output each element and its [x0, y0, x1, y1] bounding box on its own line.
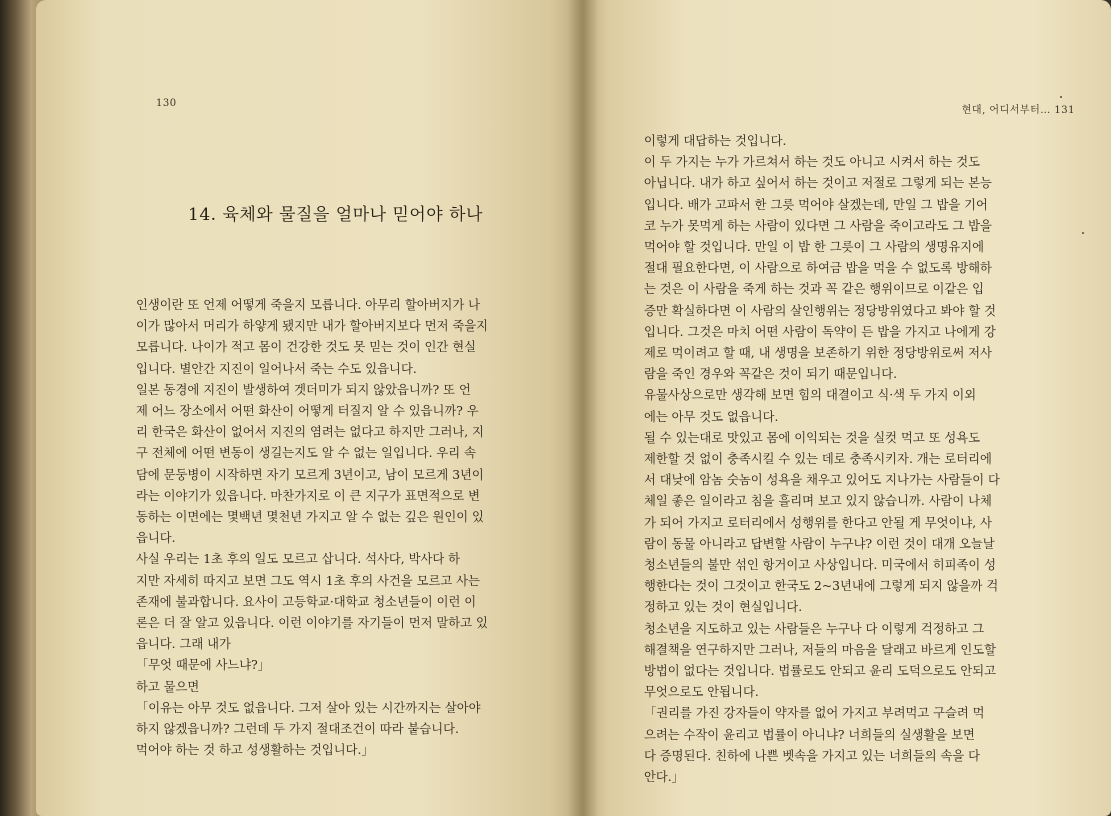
text-line: 가 되어 가지고 로터리에서 성행위를 한다고 안될 게 무엇이냐, 사 [644, 515, 992, 530]
text-line: 동하는 이면에는 몇백년 몇천년 가지고 알 수 없는 깊은 원인이 있 [136, 510, 484, 525]
text-line: 안다.」 [644, 770, 684, 785]
text-line: 방법이 없다는 것입니다. 법률로도 안되고 윤리 도덕으로도 안되고 [644, 664, 996, 679]
chapter-title: 14. 육체와 물질을 얼마나 믿어야 하나 [188, 205, 483, 225]
text-line: 될 수 있는대로 맛있고 몸에 이익되는 것을 실컷 먹고 또 성욕도 [644, 430, 981, 445]
text-line: 체일 좋은 일이라고 침을 흘리며 보고 있지 않습니까. 사람이 나체 [644, 494, 992, 509]
text-line: 읍니다. [136, 531, 176, 546]
text-line: 람을 죽인 경우와 꼭같은 것이 되기 때문입니다. [644, 367, 898, 382]
text-line: 청소년들의 불만 섞인 항거이고 사상입니다. 미국에서 히피족이 성 [644, 558, 996, 573]
text-line: 제한할 것 없이 충족시킬 수 있는 데로 충족시키자. 개는 로터리에 [644, 452, 992, 467]
text-line: 먹어야 하는 것 하고 성생활하는 것입니다.」 [136, 743, 374, 758]
right-body-text [644, 131, 1016, 788]
left-page-number: 130 [156, 98, 177, 109]
text-line: 으려는 수작이 윤리고 법률이 아니냐? 너희들의 실생활을 보면 [644, 727, 975, 742]
text-line: 증만 확실하다면 이 사람의 살인행위는 정당방위였다고 봐야 할 것 [644, 303, 996, 318]
text-line: 입니다. 별안간 지진이 일어나서 죽는 수도 있읍니다. [136, 361, 417, 376]
text-line: 행한다는 것이 그것이고 한국도 2~3년내에 그렇게 되지 않을까 걱 [644, 579, 999, 594]
text-line: 아닙니다. 내가 하고 싶어서 하는 것이고 저절로 그렇게 되는 본능 [644, 176, 992, 191]
text-line: 제로 먹이려고 할 때, 내 생명을 보존하기 위한 정당방위로써 저사 [644, 346, 992, 361]
left-body-text [136, 295, 518, 761]
text-line: 이 두 가지는 누가 가르쳐서 하는 것도 아니고 시켜서 하는 것도 [644, 155, 981, 170]
page-speck [1082, 232, 1084, 234]
text-line: 존재에 불과합니다. 요사이 고등학교·대학교 청소년들이 이런 이 [136, 594, 477, 609]
text-line: 람이 동물 아니라고 답변할 사람이 누구냐? 이런 것이 대개 오늘날 [644, 536, 995, 551]
text-line: 사실 우리는 1초 후의 일도 모르고 삽니다. 석사다, 박사다 하 [136, 552, 461, 567]
text-line: 이렇게 대답하는 것입니다. [644, 134, 787, 148]
text-line: 인생이란 또 언제 어떻게 죽을지 모릅니다. 아무리 할아버지가 나 [136, 298, 481, 312]
text-line: 라는 이야기가 있읍니다. 마찬가지로 이 큰 지구가 표면적으로 변 [136, 488, 481, 503]
text-line: 무엇으로도 안됩니다. [644, 685, 759, 700]
text-line: 코 누가 못먹게 하는 사람이 있다면 그 사람을 죽이고라도 그 밥을 [644, 218, 992, 233]
text-line: 론은 더 잘 알고 있읍니다. 이런 이야기를 자기들이 먼저 말하고 있 [136, 616, 488, 631]
text-line: 일본 동경에 지진이 발생하여 겟더미가 되지 않았읍니까? 또 언 [136, 382, 471, 397]
text-line: 입니다. 배가 고파서 한 그릇 먹어야 살겠는데, 만일 그 밥을 기어 [644, 197, 988, 212]
text-line: 제 어느 장소에서 어떤 화산이 어떻게 터질지 알 수 있읍니까? 우 [136, 404, 479, 419]
text-line: 입니다. 그것은 마치 어떤 사람이 독약이 든 밥을 가지고 나에게 강 [644, 324, 996, 339]
text-line: 청소년을 지도하고 있는 사람들은 누구나 다 이렇게 걱정하고 그 [644, 621, 985, 636]
right-running-head: 현대, 어디서부터… 131 [961, 105, 1075, 116]
text-line: 에는 아무 것도 없읍니다. [644, 409, 779, 424]
text-line: 정하고 있는 것이 현실입니다. [644, 600, 803, 615]
text-line: 이가 많아서 머리가 하얗게 됐지만 내가 할아버지보다 먼저 죽을지 [136, 319, 488, 334]
text-line: 하지 않겠읍니까? 그런데 두 가지 절대조건이 따라 붙습니다. [136, 722, 459, 737]
text-line: 읍니다. 그래 내가 [136, 637, 231, 652]
book-gutter [568, 0, 598, 816]
text-line: 서 대낮에 암놈 숫놈이 성욕을 채우고 있어도 지나가는 사람들이 다 [644, 473, 1000, 488]
text-line: 「권리를 가진 강자들이 약자를 없어 가지고 부려먹고 구슬려 먹 [644, 706, 985, 721]
text-line: 구 전체에 어떤 변동이 생길는지도 알 수 없는 일입니다. 우리 속 [136, 446, 476, 461]
text-line: 유물사상으로만 생각해 보면 힘의 대결이고 식·색 두 가지 이외 [644, 388, 977, 403]
text-line: 리 한국은 화산이 없어서 지진의 염려는 없다고 하지만 그러나, 지 [136, 425, 484, 440]
text-line: 담에 문둥병이 시작하면 자기 모르게 3년이고, 남이 모르게 3년이 [136, 467, 484, 482]
text-line: 다 증명된다. 친하에 나쁜 벳속을 가지고 있는 너희들의 속을 다 [644, 748, 981, 763]
text-line: 는 것은 이 사람을 죽게 하는 것과 꼭 같은 행위이므로 이같은 입 [644, 282, 984, 297]
text-line: 절대 필요한다면, 이 사람으로 하여금 밥을 먹을 수 없도록 방해하 [644, 261, 992, 276]
text-line: 지만 자세히 따지고 보면 그도 역시 1초 후의 사건을 모르고 사는 [136, 573, 480, 588]
page-speck [1060, 96, 1062, 98]
text-line: 해결책을 연구하지만 그러나, 저들의 마음을 달래고 바르게 인도할 [644, 642, 996, 657]
text-line: 먹어야 할 것입니다. 만일 이 밥 한 그릇이 그 사람의 생명유지에 [644, 240, 984, 255]
text-line: 「이유는 아무 것도 없읍니다. 그저 살아 있는 시간까지는 살아야 [136, 700, 481, 715]
text-line: 「무엇 때문에 사느냐?」 [136, 658, 271, 673]
text-line: 모릅니다. 나이가 적고 몸이 건강한 것도 못 믿는 것이 인간 현실 [136, 340, 476, 355]
text-line: 하고 물으면 [136, 679, 200, 694]
